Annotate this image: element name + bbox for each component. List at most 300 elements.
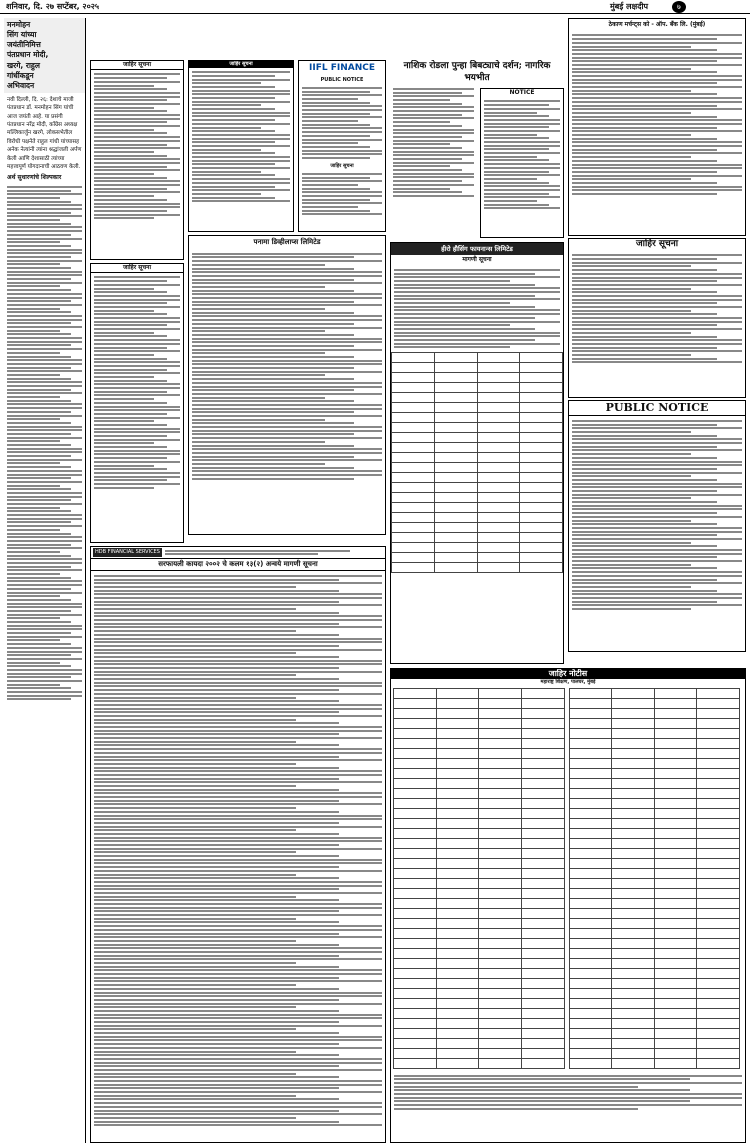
text-line	[572, 604, 742, 606]
table-cell	[394, 808, 437, 818]
text-line	[94, 1076, 339, 1078]
text-line	[94, 833, 339, 835]
headline-line: गांधींकडून	[7, 70, 34, 80]
text-line	[302, 213, 382, 215]
text-line	[484, 207, 560, 209]
table-cell	[654, 1048, 697, 1058]
text-line	[94, 719, 296, 721]
text-line	[94, 888, 339, 890]
table-row	[394, 828, 565, 838]
text-line	[94, 347, 167, 349]
table-cell	[434, 473, 477, 483]
text-line	[572, 288, 691, 290]
table-cell	[569, 918, 612, 928]
text-line	[572, 138, 717, 140]
table-cell	[569, 828, 612, 838]
table-cell	[569, 788, 612, 798]
table-cell	[479, 848, 522, 858]
table-row	[392, 463, 563, 473]
text-line	[572, 75, 742, 77]
text-line	[94, 829, 296, 831]
table-cell	[612, 888, 655, 898]
table-cell	[477, 413, 520, 423]
table-cell	[654, 1028, 697, 1038]
text-line	[572, 582, 742, 584]
text-line	[572, 313, 717, 315]
table-cell	[394, 918, 437, 928]
iifl-public-notice: IIFL FINANCE PUBLIC NOTICE जाहिर सूचना	[298, 60, 386, 232]
text-line	[572, 501, 717, 503]
text-line	[94, 73, 180, 75]
text-line	[94, 361, 180, 363]
text-line	[94, 855, 339, 857]
table-cell	[436, 918, 479, 928]
text-line	[94, 132, 167, 134]
text-line	[192, 367, 354, 369]
text-line	[7, 466, 71, 468]
text-line	[393, 180, 462, 182]
table-row	[394, 928, 565, 938]
table-row	[392, 453, 563, 463]
text-line	[7, 223, 71, 225]
text-line	[572, 424, 717, 426]
table-cell	[394, 1018, 437, 1028]
table-row	[569, 988, 740, 998]
table-cell	[521, 1048, 564, 1058]
text-line	[302, 113, 370, 115]
text-line	[94, 413, 167, 415]
text-line	[94, 660, 382, 662]
text-line	[7, 566, 71, 568]
table-row	[394, 718, 565, 728]
text-line	[572, 508, 742, 510]
table-cell	[521, 718, 564, 728]
text-line	[94, 586, 296, 588]
table-row	[394, 748, 565, 758]
text-line	[94, 335, 167, 337]
table-cell	[654, 788, 697, 798]
text-line	[192, 127, 261, 129]
table-cell	[520, 353, 563, 363]
table-row	[392, 393, 563, 403]
text-line	[7, 374, 60, 376]
text-line	[94, 826, 382, 828]
text-line	[7, 300, 71, 302]
text-line	[192, 182, 290, 184]
text-line	[7, 348, 82, 350]
jahir-suchana-notice-2: जाहिर सूचना	[90, 263, 184, 543]
text-line	[484, 178, 537, 180]
text-line	[7, 610, 71, 612]
table-row	[392, 553, 563, 563]
table-cell	[394, 838, 437, 848]
table-row	[569, 1058, 740, 1068]
text-line	[572, 427, 742, 429]
text-line	[94, 918, 296, 920]
text-line	[94, 612, 339, 614]
text-line	[94, 678, 339, 680]
text-line	[393, 184, 474, 186]
jahir-suchana-notice-1: जाहिर सूचना	[90, 60, 184, 260]
table-cell	[479, 968, 522, 978]
text-line	[192, 123, 290, 125]
text-line	[94, 487, 154, 489]
text-line	[393, 106, 474, 108]
text-line	[94, 778, 339, 780]
text-line	[572, 105, 717, 107]
table-cell	[436, 788, 479, 798]
table-cell	[521, 878, 564, 888]
text-line	[94, 1124, 382, 1126]
text-line	[192, 163, 275, 165]
text-line	[7, 367, 71, 369]
text-line	[94, 848, 382, 850]
text-line	[572, 590, 717, 592]
text-line	[94, 885, 382, 887]
text-line	[393, 136, 462, 138]
text-line	[192, 389, 354, 391]
table-cell	[394, 948, 437, 958]
text-line	[94, 299, 180, 301]
text-line	[192, 470, 382, 472]
table-cell	[479, 898, 522, 908]
table-cell	[697, 958, 740, 968]
text-line	[94, 796, 382, 798]
table-cell	[434, 383, 477, 393]
text-line	[484, 167, 560, 169]
table-row	[394, 1008, 565, 1018]
table-cell	[612, 918, 655, 928]
text-line	[572, 97, 742, 99]
text-line	[7, 238, 82, 240]
text-line	[7, 698, 71, 700]
text-line	[572, 60, 717, 62]
text-line	[94, 472, 180, 474]
text-line	[302, 109, 382, 111]
table-cell	[569, 778, 612, 788]
table-row	[569, 728, 740, 738]
text-line	[7, 293, 82, 295]
table-cell	[521, 738, 564, 748]
text-line	[302, 153, 382, 155]
table-row	[569, 828, 740, 838]
text-line	[484, 100, 560, 102]
text-line	[94, 125, 180, 127]
text-line	[192, 352, 325, 354]
table-cell	[436, 898, 479, 908]
text-line	[7, 684, 60, 686]
text-line	[94, 634, 339, 636]
text-line	[94, 96, 180, 98]
table-row	[394, 868, 565, 878]
text-line	[94, 685, 382, 687]
table-cell	[394, 998, 437, 1008]
table-cell	[479, 708, 522, 718]
text-line	[94, 862, 382, 864]
text-line	[94, 1010, 339, 1012]
text-line	[394, 291, 560, 293]
text-line	[7, 278, 71, 280]
table-cell	[697, 838, 740, 848]
table-cell	[392, 563, 435, 573]
text-line	[572, 269, 717, 271]
text-line	[572, 86, 742, 88]
text-line	[572, 483, 742, 485]
text-line	[94, 1039, 382, 1041]
table-cell	[520, 423, 563, 433]
text-line	[572, 306, 742, 308]
table-cell	[392, 363, 435, 373]
text-line	[572, 339, 742, 341]
text-line	[7, 628, 82, 630]
text-line	[192, 79, 290, 81]
text-line	[7, 304, 82, 306]
table-cell	[697, 968, 740, 978]
text-line	[192, 408, 382, 410]
text-line	[7, 392, 82, 394]
table-cell	[521, 958, 564, 968]
table-cell	[654, 858, 697, 868]
text-line	[94, 579, 339, 581]
table-cell	[521, 1018, 564, 1028]
table-row	[394, 688, 565, 698]
table-cell	[479, 1018, 522, 1028]
table-cell	[434, 423, 477, 433]
text-line	[393, 140, 474, 142]
text-line	[572, 265, 691, 267]
table-cell	[479, 1038, 522, 1048]
table-row	[569, 938, 740, 948]
text-line	[393, 154, 474, 156]
table-cell	[654, 748, 697, 758]
text-line	[7, 569, 82, 571]
text-line	[94, 92, 180, 94]
text-line	[572, 449, 742, 451]
jahir-suchana-notice-3: जाहिर सूचना	[568, 238, 746, 398]
text-line	[572, 46, 691, 48]
text-line	[94, 604, 382, 606]
table-cell	[654, 758, 697, 768]
text-line	[302, 124, 370, 126]
text-line	[94, 840, 382, 842]
text-line	[192, 341, 382, 343]
table-row	[392, 483, 563, 493]
headline-line: मनमोहन	[7, 20, 31, 29]
text-line	[7, 381, 82, 383]
text-line	[572, 284, 742, 286]
left-article: नवी दिल्ली, दि. २६: देशाचे माजी पंतप्रधान डॉ. मनमोहन सिंग यांची आज जयंती आहे. या प्रसंगी पंतप्रधान नरेंद्र मोदी, काँग्रेस अध्यक्ष मल्लिकार्जुन खरगे, लोकसभेतील विरोधी पक्षनेते राहुल गांधी यांच्यासह अनेक नेत्यांनी त्यांना श्रद्धांजली अर्पण केली आणि देशासाठी त्यांच्या महत्त्वपूर्ण योगदानाची आठवण केली.	[7, 96, 82, 170]
text-line	[394, 1097, 742, 1099]
text-line	[94, 332, 154, 334]
table-cell	[479, 738, 522, 748]
text-line	[572, 350, 742, 352]
table-row	[394, 728, 565, 738]
text-line	[192, 327, 382, 329]
table-cell	[654, 918, 697, 928]
text-line	[572, 442, 742, 444]
text-line	[7, 503, 82, 505]
text-line	[393, 95, 474, 97]
text-line	[484, 126, 549, 128]
table-cell	[569, 1028, 612, 1038]
table-cell	[394, 858, 437, 868]
text-line	[394, 298, 560, 300]
table-cell	[654, 718, 697, 728]
text-line	[7, 462, 60, 464]
table-cell	[654, 768, 697, 778]
table-row	[394, 1028, 565, 1038]
table-cell	[477, 463, 520, 473]
text-line	[94, 730, 382, 732]
table-row	[569, 798, 740, 808]
text-line	[94, 822, 339, 824]
table-cell	[612, 798, 655, 808]
text-line	[394, 1104, 742, 1106]
text-line	[192, 386, 382, 388]
text-line	[94, 1047, 382, 1049]
table-cell	[654, 938, 697, 948]
table-cell	[612, 818, 655, 828]
text-line	[7, 540, 82, 542]
table-cell	[521, 1008, 564, 1018]
text-line	[484, 200, 537, 202]
text-line	[94, 1032, 339, 1034]
text-line	[572, 321, 742, 323]
table-cell	[394, 988, 437, 998]
text-line	[394, 332, 560, 334]
table-cell	[477, 533, 520, 543]
text-line	[7, 544, 71, 546]
text-line	[192, 437, 382, 439]
table-cell	[392, 353, 435, 363]
text-line	[484, 123, 560, 125]
table-row	[569, 708, 740, 718]
table-row	[394, 808, 565, 818]
text-line	[572, 295, 742, 297]
text-line	[94, 479, 167, 481]
text-line	[94, 663, 382, 665]
text-line	[7, 219, 60, 221]
table-cell	[521, 708, 564, 718]
text-line	[572, 193, 717, 195]
table-cell	[479, 988, 522, 998]
text-line	[572, 53, 742, 55]
text-line	[572, 156, 691, 158]
table-row	[394, 948, 565, 958]
table-row	[569, 1028, 740, 1038]
table-cell	[434, 363, 477, 373]
text-line	[394, 335, 560, 337]
text-line	[7, 344, 71, 346]
table-cell	[392, 483, 435, 493]
table-row	[394, 838, 565, 848]
table-cell	[654, 908, 697, 918]
text-line	[192, 297, 382, 299]
text-line	[7, 363, 82, 365]
table-cell	[394, 748, 437, 758]
text-line	[94, 1043, 339, 1045]
text-line	[94, 328, 180, 330]
table-cell	[434, 543, 477, 553]
text-line	[94, 288, 154, 290]
table-cell	[436, 858, 479, 868]
hdb-notice: HDB FINANCIAL SERVICES सरफायली कायदा २००२ चे कलम १३(२) अन्वये मागणी सूचना	[90, 546, 386, 1143]
text-line	[572, 586, 691, 588]
table-cell	[436, 948, 479, 958]
table-cell	[477, 503, 520, 513]
table-cell	[697, 798, 740, 808]
table-cell	[520, 513, 563, 523]
text-line	[94, 671, 382, 673]
text-line	[94, 121, 167, 123]
text-line	[572, 302, 717, 304]
text-line	[192, 171, 261, 173]
table-cell	[612, 688, 655, 698]
table-row	[394, 788, 565, 798]
table-cell	[479, 858, 522, 868]
text-line	[572, 475, 691, 477]
table-cell	[612, 1048, 655, 1058]
table-cell	[697, 878, 740, 888]
text-line	[94, 107, 154, 109]
text-line	[94, 689, 339, 691]
text-line	[572, 490, 717, 492]
table-cell	[394, 878, 437, 888]
text-line	[7, 573, 60, 575]
text-line	[572, 343, 742, 345]
text-line	[94, 129, 154, 131]
text-line	[94, 372, 180, 374]
text-line	[394, 1093, 742, 1095]
text-line	[192, 474, 382, 476]
text-line	[94, 350, 180, 352]
text-line	[7, 592, 82, 594]
table-cell	[479, 868, 522, 878]
table-row	[394, 858, 565, 868]
table-cell	[521, 918, 564, 928]
table-cell	[521, 698, 564, 708]
text-line	[192, 75, 275, 77]
iifl-logo: IIFL FINANCE	[309, 63, 375, 73]
table-cell	[477, 363, 520, 373]
table-cell	[697, 1048, 740, 1058]
table-cell	[392, 503, 435, 513]
text-line	[94, 818, 382, 820]
text-line	[94, 700, 339, 702]
text-line	[572, 119, 742, 121]
text-line	[94, 995, 382, 997]
text-line	[302, 98, 358, 100]
text-line	[94, 1014, 382, 1016]
table-row	[569, 958, 740, 968]
table-cell	[612, 698, 655, 708]
table-cell	[477, 473, 520, 483]
table-cell	[477, 403, 520, 413]
table-row	[569, 858, 740, 868]
text-line	[302, 199, 370, 201]
text-line	[94, 785, 296, 787]
table-cell	[569, 928, 612, 938]
text-line	[572, 108, 742, 110]
table-row	[569, 698, 740, 708]
text-line	[192, 293, 382, 295]
table-cell	[612, 748, 655, 758]
text-line	[94, 892, 382, 894]
table-cell	[521, 838, 564, 848]
table-cell	[436, 768, 479, 778]
text-line	[94, 693, 382, 695]
table-cell	[436, 938, 479, 948]
